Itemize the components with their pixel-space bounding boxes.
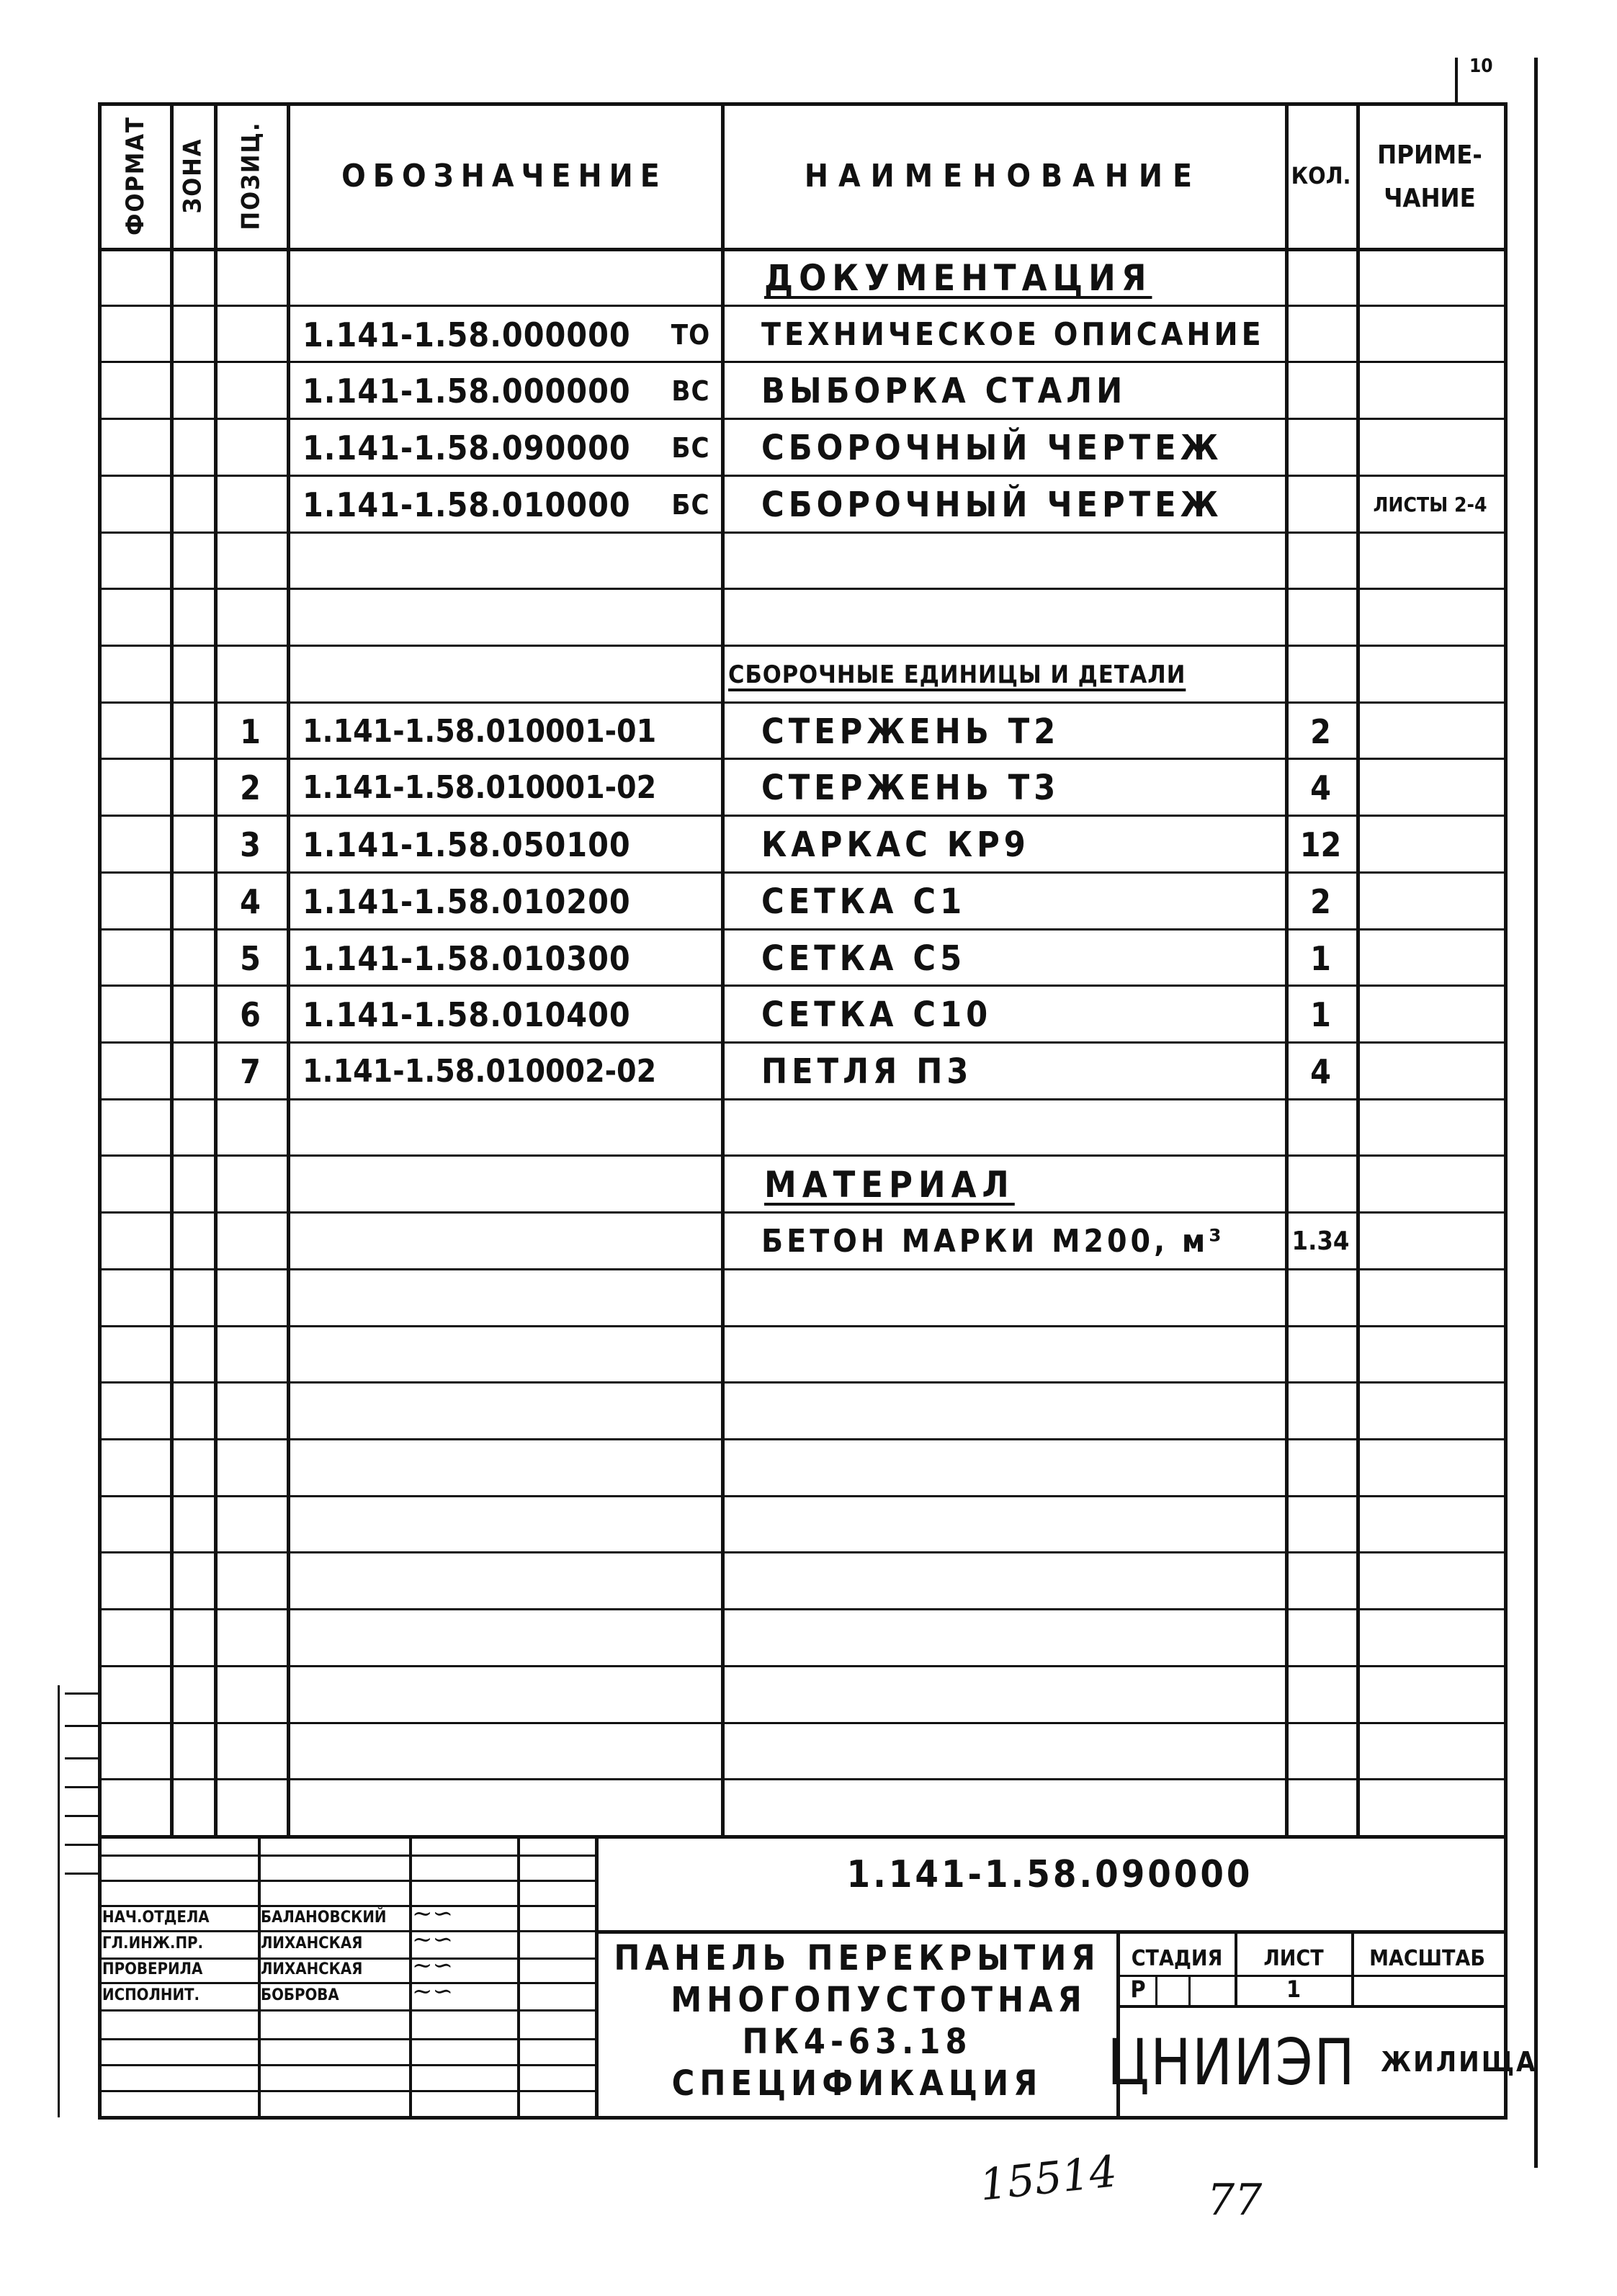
row-divider (99, 1154, 1505, 1157)
row-position: 7 (240, 1051, 261, 1091)
title-line4: СПЕЦИФИКАЦИЯ (671, 2063, 1043, 2104)
row-name: КАРКАС КР9 (761, 824, 1030, 865)
row-divider (99, 928, 1505, 930)
header-note-line2: ЧАНИЕ (1384, 184, 1476, 213)
row-designation-suffix: ВС (671, 375, 710, 407)
row-designation: 1.141-1.58.010200 (303, 882, 631, 921)
row-position: 3 (240, 825, 261, 864)
title-block-code-divider (595, 1930, 1505, 1934)
row-divider (99, 532, 1505, 534)
row-position: 5 (240, 938, 261, 978)
signature-role: ПРОВЕРИЛА (102, 1960, 203, 1978)
margin-stub (65, 1757, 99, 1759)
row-name: СТЕРЖЕНЬ Т2 (761, 711, 1060, 752)
sheet-value: 1 (1286, 1976, 1302, 2003)
row-divider (99, 1608, 1505, 1610)
margin-stub-vertical (58, 1685, 60, 2117)
row-qty: 2 (1310, 882, 1331, 921)
row-designation: 1.141-1.58.090000 (303, 428, 631, 467)
signature-row (99, 2009, 598, 2012)
signature-col (517, 1835, 520, 2117)
row-designation-suffix: ТО (671, 318, 711, 351)
signature-scribble: ~∽ (412, 1899, 453, 1928)
row-designation: 1.141-1.58.010400 (303, 995, 631, 1034)
row-qty: 4 (1310, 768, 1331, 807)
signature-scribble: ~∽ (412, 1951, 453, 1980)
signature-row (99, 1855, 598, 1857)
row-qty: 1.34 (1291, 1227, 1350, 1256)
row-designation: 1.141-1.58.010001-01 (303, 713, 657, 750)
row-divider (99, 1778, 1505, 1780)
row-divider (99, 1722, 1505, 1724)
signature-row (99, 2064, 598, 2066)
sheet-corner-number: 10 (1469, 55, 1493, 77)
signature-name: БАЛАНОВСКИЙ (261, 1908, 387, 1927)
row-designation: 1.141-1.58.000000 (303, 371, 631, 411)
row-name: ВЫБОРКА СТАЛИ (761, 370, 1127, 411)
signature-row (99, 1880, 598, 1882)
row-divider (99, 1041, 1505, 1044)
row-qty: 4 (1310, 1051, 1331, 1091)
row-divider (99, 645, 1505, 647)
stage-label: СТАДИЯ (1131, 1945, 1223, 1971)
signature-name: ЛИХАНСКАЯ (261, 1960, 363, 1978)
document-title (598, 1937, 1116, 2117)
sheet-edge-line-2 (1455, 58, 1458, 104)
row-divider (99, 701, 1505, 704)
header-note (1358, 134, 1502, 228)
row-divider (99, 1495, 1505, 1497)
row-designation: 1.141-1.58.000000 (303, 315, 631, 354)
handwritten-number: 15514 (977, 2146, 1120, 2211)
row-divider (99, 305, 1505, 307)
row-designation-suffix: БС (671, 431, 710, 464)
sheet-edge-line (1534, 58, 1538, 2168)
header-position: ПОЗИЦ. (236, 121, 266, 230)
signature-row (99, 2038, 598, 2040)
header-qty: КОЛ. (1291, 162, 1351, 189)
row-qty: 2 (1310, 712, 1331, 751)
row-position: 6 (240, 995, 261, 1034)
signature-name: БОБРОВА (261, 1986, 339, 2004)
organization-name (1107, 2009, 1538, 2115)
header-zone: ЗОНА (178, 138, 207, 214)
header-format: ФОРМАТ (120, 116, 150, 236)
row-divider (99, 1268, 1505, 1270)
scale-label: МАСШТАБ (1369, 1945, 1485, 1971)
row-designation: 1.141-1.58.050100 (303, 825, 631, 864)
stage-row-bottom (1116, 2005, 1505, 2008)
page-number: 77 (1207, 2175, 1263, 2225)
signature-role: ИСПОЛНИТ. (102, 1986, 200, 2004)
row-designation-suffix: БС (671, 488, 710, 521)
row-designation: 1.141-1.58.010300 (303, 938, 631, 978)
organization-suffix: ЖИЛИЩА (1381, 2046, 1538, 2078)
header-name: НАИМЕНОВАНИЕ (804, 157, 1203, 194)
row-qty: 1 (1310, 995, 1331, 1034)
row-position: 2 (240, 768, 261, 807)
document-code: 1.141-1.58.090000 (846, 1853, 1253, 1896)
title-line2: МНОГОПУСТОТНАЯ (671, 1980, 1087, 2020)
row-name: МАТЕРИАЛ (764, 1163, 1015, 1206)
margin-stub (65, 1844, 99, 1846)
row-name: ПЕТЛЯ П3 (761, 1051, 973, 1092)
header-designation: ОБОЗНАЧЕНИЕ (341, 157, 667, 194)
signature-role: ГЛ.ИНЖ.ПР. (102, 1934, 204, 1952)
row-name: ДОКУМЕНТАЦИЯ (764, 256, 1152, 299)
row-divider (99, 1211, 1505, 1214)
organization-logo: ЦНИИЭП (1107, 2024, 1356, 2099)
signature-name: ЛИХАНСКАЯ (261, 1934, 363, 1952)
frame-right (1504, 102, 1508, 2119)
signature-row (99, 2090, 598, 2092)
row-divider (99, 1551, 1505, 1553)
row-divider (99, 815, 1505, 817)
row-note: ЛИСТЫ 2-4 (1373, 492, 1487, 516)
row-divider (99, 1098, 1505, 1100)
row-divider (99, 475, 1505, 477)
margin-stub (65, 1725, 99, 1727)
row-name: СБОРОЧНЫЙ ЧЕРТЕЖ (761, 484, 1223, 525)
title-line3: ПК4-63.18 (742, 2022, 972, 2062)
row-name: СБОРОЧНЫЙ ЧЕРТЕЖ (761, 427, 1223, 468)
row-name: СЕТКА С5 (761, 938, 967, 979)
margin-stub (65, 1815, 99, 1817)
row-name: СБОРОЧНЫЕ ЕДИНИЦЫ И ДЕТАЛИ (728, 660, 1186, 689)
signature-scribble: ~∽ (412, 1925, 453, 1954)
row-divider (99, 871, 1505, 874)
row-qty: 12 (1299, 825, 1342, 864)
row-designation: 1.141-1.58.010001-02 (303, 769, 657, 806)
row-position: 4 (240, 882, 261, 921)
stage-value: Р (1130, 1976, 1146, 2003)
row-qty: 1 (1310, 938, 1331, 978)
margin-stub (65, 1786, 99, 1788)
row-name: СТЕРЖЕНЬ Т3 (761, 767, 1060, 808)
row-name: БЕТОН МАРКИ М200, м³ (761, 1223, 1225, 1260)
row-divider (99, 418, 1505, 420)
row-designation: 1.141-1.58.010000 (303, 485, 631, 524)
row-position: 1 (240, 712, 261, 751)
row-divider (99, 1438, 1505, 1440)
row-divider (99, 1325, 1505, 1327)
margin-stub (65, 1873, 99, 1875)
row-divider (99, 1381, 1505, 1384)
margin-stub (65, 1692, 99, 1695)
row-name: ТЕХНИЧЕСКОЕ ОПИСАНИЕ (761, 316, 1265, 353)
title-line1: ПАНЕЛЬ ПЕРЕКРЫТИЯ (614, 1938, 1101, 1978)
header-note-line1: ПРИМЕ- (1377, 140, 1482, 170)
signature-role: НАЧ.ОТДЕЛА (102, 1908, 210, 1927)
row-name: СЕТКА С10 (761, 994, 993, 1035)
stage-sub (1188, 1975, 1191, 2006)
row-divider (99, 588, 1505, 590)
signature-scribble: ~∽ (412, 1977, 453, 2006)
row-divider (99, 1665, 1505, 1667)
sheet-label: ЛИСТ (1263, 1945, 1324, 1971)
row-designation: 1.141-1.58.010002-02 (303, 1053, 657, 1090)
stage-sub (1155, 1975, 1157, 2006)
row-name: СЕТКА С1 (761, 881, 967, 922)
